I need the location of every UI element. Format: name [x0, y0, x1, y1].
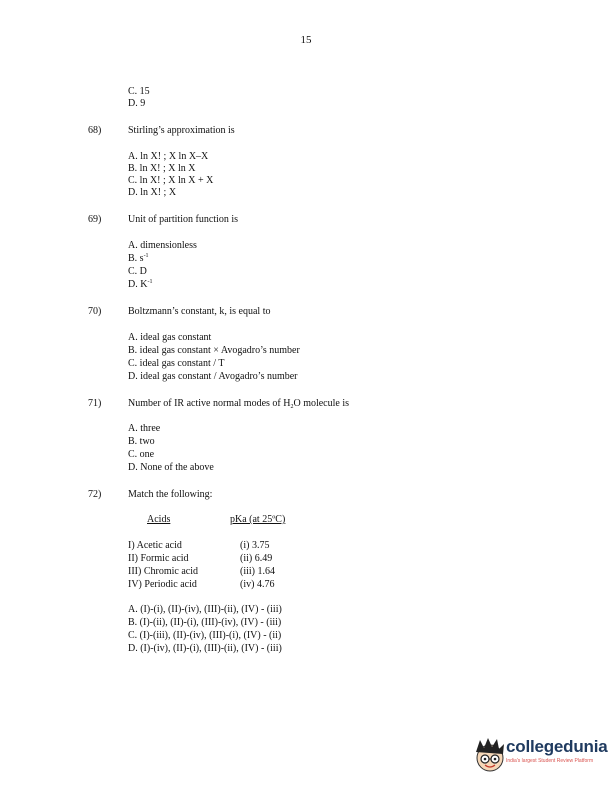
question-number: 72) [88, 489, 102, 500]
logo-tagline: India's largest Student Review Platform [506, 758, 594, 764]
option-c: C. D [128, 266, 147, 277]
question-text: Stirling’s approximation is [128, 125, 235, 136]
option-b-text: B. s [128, 253, 144, 264]
question-text: Boltzmann’s constant, k, is equal to [128, 306, 271, 317]
question-number: 70) [88, 306, 102, 317]
option-c: C. 15 [128, 86, 150, 97]
option-c: C. ln X! ; X ln X + X [128, 175, 214, 186]
pka-item: (iv) 4.76 [240, 579, 275, 590]
pka-item: (i) 3.75 [240, 540, 270, 551]
pka-item: (iii) 1.64 [240, 566, 275, 577]
question-number: 68) [88, 125, 102, 136]
pka-item: (ii) 6.49 [240, 553, 273, 564]
acid-item: I) Acetic acid [128, 540, 182, 551]
acid-item: II) Formic acid [128, 553, 189, 564]
column-header-acids: Acids [147, 514, 171, 525]
option-d-text: D. K [128, 279, 148, 290]
logo-wordmark: collegedunia [506, 737, 608, 756]
acid-item: IV) Periodic acid [128, 579, 197, 590]
option-d: D. None of the above [128, 462, 214, 473]
option-c: C. ideal gas constant / T [128, 358, 225, 369]
option-b-superscript: -1 [143, 253, 149, 259]
option-b: B. (I)-(ii), (II)-(i), (III)-(iv), (IV) - (iii) [128, 617, 282, 628]
option-b [128, 253, 149, 265]
page-number: 15 [300, 34, 312, 46]
question-text: Unit of partition function is [128, 214, 238, 225]
option-c: C. (I)-(iii), (II)-(iv), (III)-(i), (IV) - (ii) [128, 630, 282, 641]
option-a: A. ideal gas constant [128, 332, 212, 343]
question-number: 71) [88, 398, 102, 409]
column-header-pka: pKa (at 25ºC) [230, 514, 286, 525]
option-d: D. 9 [128, 98, 146, 109]
option-b: B. ideal gas constant × Avogadro’s number [128, 345, 300, 356]
question-text-suffix: O molecule is [293, 398, 350, 409]
option-b: B. ln X! ; X ln X [128, 163, 196, 174]
option-d: D. (I)-(iv), (II)-(i), (III)-(ii), (IV) - (iii) [128, 643, 282, 654]
option-c: C. one [128, 449, 155, 460]
subscript: 2 [290, 404, 294, 410]
option-b: B. two [128, 436, 155, 447]
option-d: D. ln X! ; X [128, 187, 177, 198]
question-text: Match the following: [128, 489, 213, 500]
option-a: A. dimensionless [128, 240, 197, 251]
acid-item: III) Chromic acid [128, 566, 198, 577]
question-number: 69) [88, 214, 102, 225]
option-a: A. ln X! ; X ln X–X [128, 151, 209, 162]
option-a: A. (I)-(i), (II)-(iv), (III)-(ii), (IV) - (iii) [128, 604, 282, 615]
option-a: A. three [128, 423, 161, 434]
question-text [128, 398, 349, 410]
option-d-superscript: -1 [147, 279, 153, 285]
question-text-prefix: Number of IR active normal modes of H [128, 398, 291, 409]
option-d: D. ideal gas constant / Avogadro’s number [128, 371, 298, 382]
option-d [128, 279, 152, 291]
